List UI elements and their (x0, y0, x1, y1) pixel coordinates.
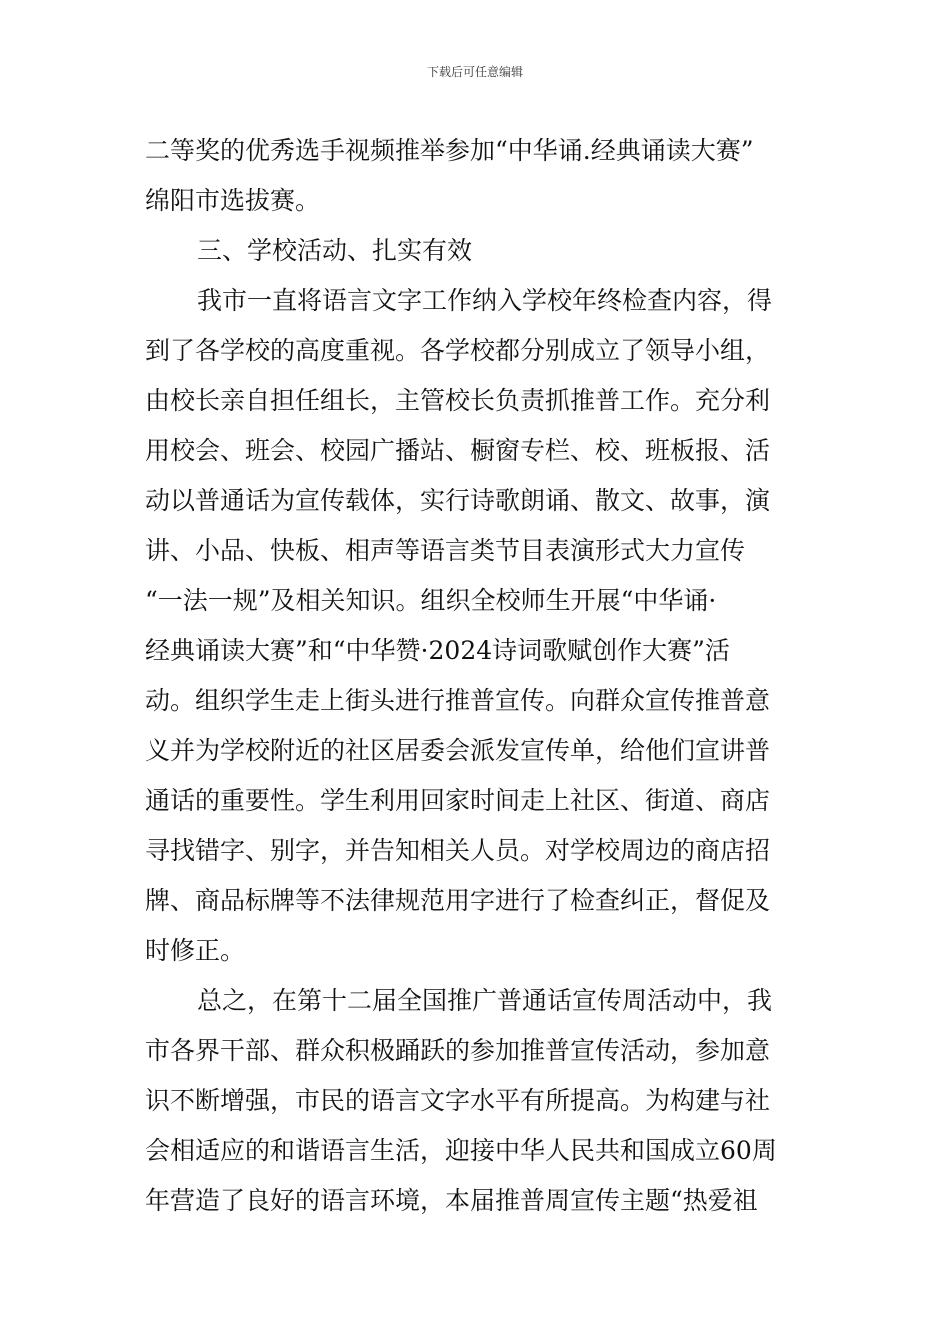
text-line: 绵阳市选拔赛。 (145, 186, 321, 215)
section-heading: 三、学校活动、扎实有效 (197, 236, 473, 265)
text-line: 由校长亲自担任组长，主管校长负责抓推普工作。充分利 (145, 386, 771, 415)
text-line: 我市一直将语言文字工作纳入学校年终检查内容，得 (197, 286, 773, 315)
text-line: “一法一规”及相关知识。组织全校师生开展“中华诵· (145, 586, 717, 615)
text-line: 到了各学校的高度重视。各学校都分别成立了领导小组， (145, 336, 771, 365)
text-line: 时修正。 (145, 936, 246, 965)
text-line: 动以普通话为宣传载体，实行诗歌朗诵、散文、故事，演 (145, 486, 771, 515)
text-line: 义并为学校附近的社区居委会派发宣传单，给他们宣讲普 (145, 736, 771, 765)
text-line: 二等奖的优秀选手视频推举参加“中华诵.经典诵读大赛” (145, 136, 754, 165)
page-header: 下载后可任意编辑 (426, 65, 523, 79)
text-line: 用校会、班会、校园广播站、橱窗专栏、校、班板报、活 (145, 436, 771, 465)
text-line: 通话的重要性。学生利用回家时间走上社区、街道、商店 (145, 786, 771, 815)
text-line: 年营造了良好的语言环境，本届推普周宣传主题“热爱祖 (145, 1186, 758, 1215)
text-line: 讲、小品、快板、相声等语言类节目表演形式大力宣传 (145, 536, 746, 565)
text-line: 寻找错字、别字，并告知相关人员。对学校周边的商店招 (145, 836, 771, 865)
text-line: 牌、商品标牌等不法律规范用字进行了检查纠正，督促及 (145, 886, 771, 915)
text-line: 经典诵读大赛”和“中华赞·2024诗词歌赋创作大赛”活 (145, 636, 730, 665)
document-body (145, 126, 810, 1226)
text-line: 市各界干部、群众积极踊跃的参加推普宣传活动，参加意 (145, 1036, 771, 1065)
text-line: 会相适应的和谐语言生活，迎接中华人民共和国成立60周 (145, 1136, 777, 1165)
text-line: 识不断增强，市民的语言文字水平有所提高。为构建与社 (145, 1086, 771, 1115)
text-line: 动。组织学生走上街头进行推普宣传。向群众宣传推普意 (145, 686, 771, 715)
text-line: 总之，在第十二届全国推广普通话宣传周活动中，我 (197, 986, 773, 1015)
